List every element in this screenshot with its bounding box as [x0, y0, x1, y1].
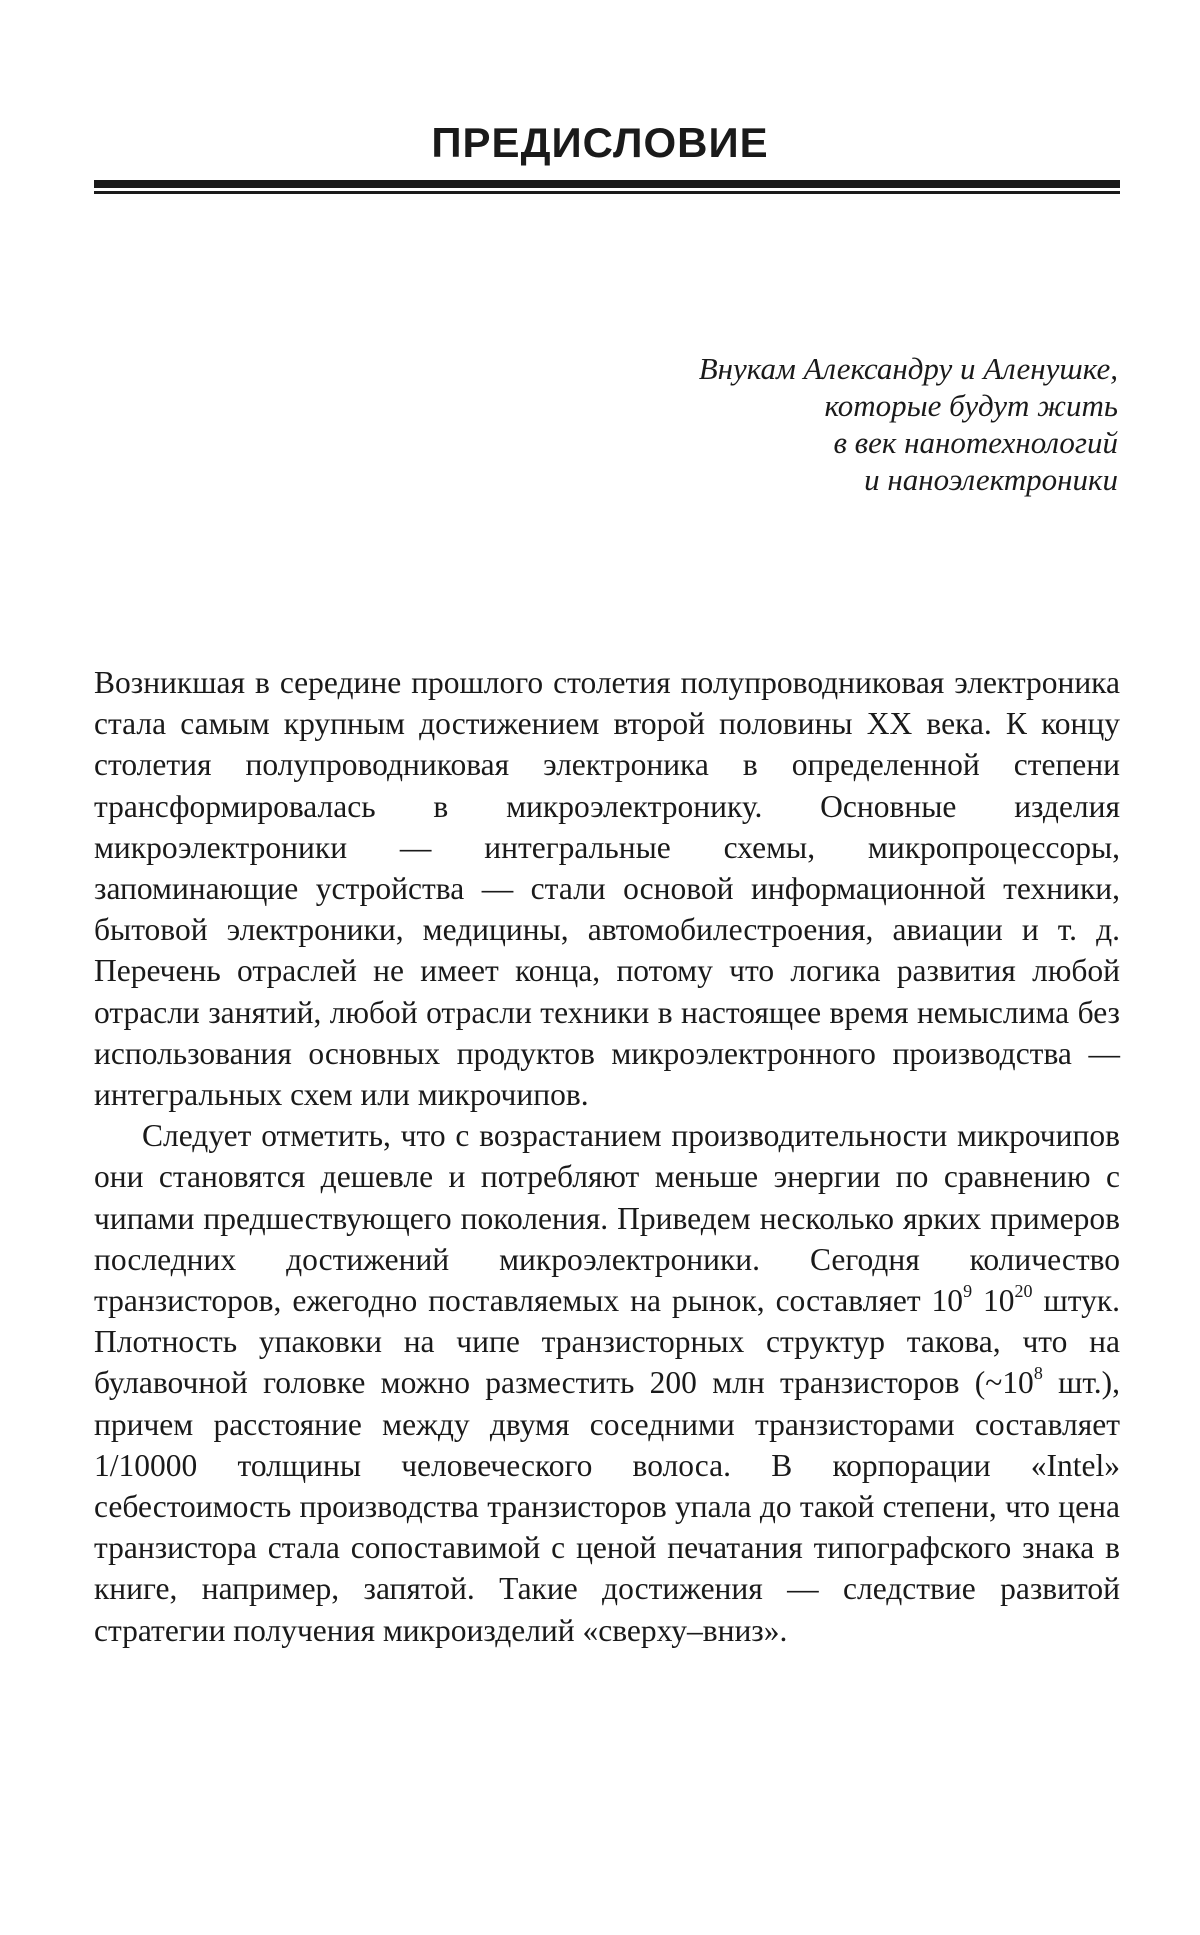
paragraph-2-text: шт.), причем расстояние между двумя соседними транзисторами составляет 1/10000 толщины человеческого волоса. В корпорации «Intel» себестоимость производства транзисторов упала до такой степени, что цена транзистора стала сопоставимой с ценой печатания типографского знака в книге, например, запятой. Такие достижения — следствие развитой стратегии получения микроизделий «сверху–вниз».: [94, 1365, 1120, 1648]
body-text: [94, 662, 1120, 1651]
paragraph-2-text: штук. Плотность упаковки на чипе транзисторных структур такова, что на булавочной головке можно разместить 200 млн транзисторов (~10: [94, 1283, 1120, 1401]
exponent: 9: [963, 1281, 973, 1302]
epigraph-line: которые будут жить: [824, 388, 1118, 423]
paragraph-1: Возникшая в середине прошлого столетия полупроводниковая электроника стала самым крупным достижением второй половины XX века. К концу столетия полупроводниковая электроника в определенной степени трансформировалась в микроэлектронику. Основные изделия микроэлектроники — интегральные схемы, микропроцессоры, запоминающие устройства — стали основой информационной техники, бытовой электроники, медицины, автомобилестроения, авиации и т. д. Перечень отраслей не имеет конца, потому что логика развития любой отрасли занятий, любой отрасли техники в настоящее время немыслима без использования основных продуктов микроэлектронного производства — интегральных схем или микрочипов.: [94, 665, 1120, 1113]
page-title: ПРЕДИСЛОВИЕ: [431, 119, 769, 166]
epigraph-line: в век нанотехнологий: [833, 425, 1118, 460]
exponent: 20: [1014, 1281, 1033, 1302]
title-rule-thin: [94, 191, 1120, 194]
exponent: 8: [1033, 1363, 1043, 1384]
epigraph-line: и наноэлектроники: [864, 462, 1118, 497]
paragraph-2-text: 10: [972, 1283, 1015, 1319]
epigraph-line: Внукам Александру и Аленушке,: [698, 351, 1118, 386]
paragraph-2: [94, 1115, 1120, 1651]
epigraph: [699, 350, 1118, 498]
paragraph-2-text: Следует отметить, что с возрастанием производительности микрочипов они становятся дешевле и потребляют меньше энергии по сравнению с чипами предшествующего поколения. Приведем несколько ярких примеров последних достижений микроэлектроники. Сегодня количество транзисторов, ежегодно поставляемых на рынок, составляет 10: [94, 1118, 1120, 1319]
title-rule-thick: [94, 180, 1120, 188]
